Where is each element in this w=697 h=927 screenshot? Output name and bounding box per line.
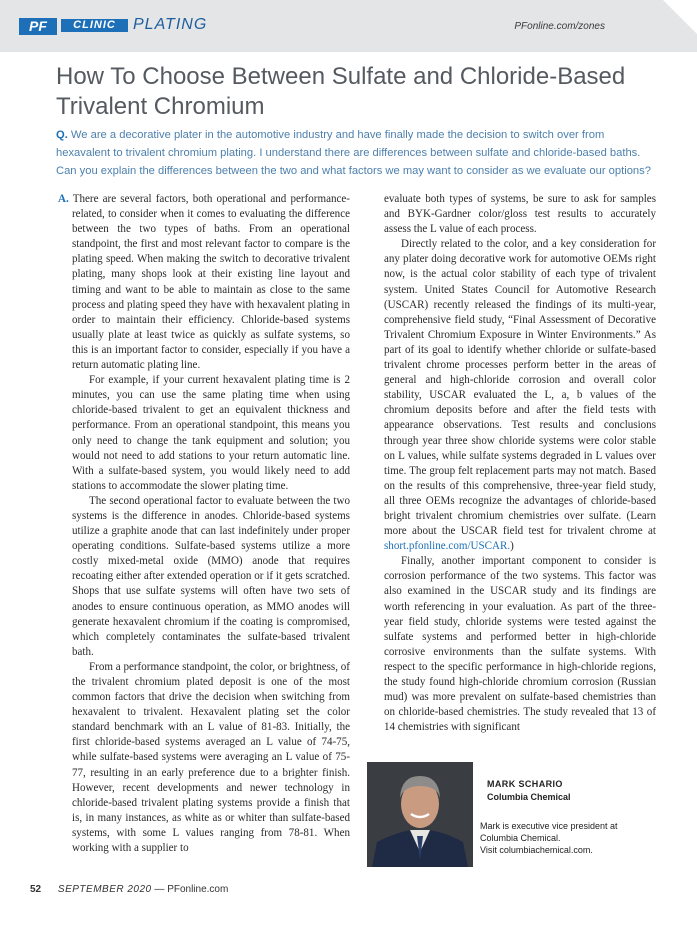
question-text: We are a decorative plater in the automotive industry and have finally made the decision to switch over from hexavalent to trivalent chromium plating. I understand there are differences between sulfate and chloride-based baths. Can you explain the differences between the two and what factors we may want to consider as we evaluate our options? <box>56 129 651 177</box>
section-name: PLATING <box>133 16 208 33</box>
article-title: How To Choose Between Sulfate and Chloride-Based Trivalent Chromium <box>56 63 626 120</box>
author-bio <box>480 820 650 856</box>
author-bio-line-1: Mark is executive vice president at Columbia Chemical. <box>480 821 618 843</box>
author-portrait-icon <box>367 762 473 867</box>
footer-separator: — <box>154 884 165 895</box>
header-url[interactable]: PFonline.com/zones <box>514 21 605 32</box>
author-photo <box>367 762 473 867</box>
clinic-badge: CLINIC <box>61 19 128 32</box>
footer-site[interactable]: PFonline.com <box>167 884 229 895</box>
answer-paragraph-1-text: There are several factors, both operational and performance-related, to consider when it comes to evaluating the difference between the two types of baths. From an operational standpoint, the first and most relevant factor to compare is the plating speed. When making the switch to decorative trivalent plating, many shops look at their existing line layout and timing and want to be able to maintain as close to the same process and plating speed they have with hexavalent plating in order to maintain their efficiency. Chloride-based systems usually plate at least twice as quickly as sulfate systems, so this is an important factor to consider, especially if you have a return automatic plating line. <box>72 193 350 372</box>
author-company: Columbia Chemical <box>487 792 571 802</box>
left-column <box>58 192 350 856</box>
question-label: Q. <box>56 129 68 141</box>
right-column <box>384 192 656 735</box>
question <box>56 126 656 180</box>
answer-paragraph-1 <box>58 192 350 373</box>
page-fold-corner <box>663 0 697 34</box>
answer-paragraph-5: evaluate both types of systems, be sure to ask for samples and BYK-Gardner color/gloss test results to accurately assess the L value of each process. <box>384 193 656 236</box>
answer-paragraph-4: From a performance standpoint, the color, or brightness, of the trivalent chromium plated deposit is one of the most common factors that drive the decision when switching from hexavalent to trivalent. Hexavalent plating set the color standard benchmark with an L value of 81-83. Initially, the first chloride-based systems averaged an L value of 74-75, while sulfate-based systems were averaging an L value of 75-77, resulting in an early preference due to a brighter finish. However, recent developments and newer technology in chloride-based trivalent plating systems provide a finish that is, in many instances, as white as or whiter than sulfate-based systems, with some L values ranging from 78-81. When working with a supplier to <box>72 660 350 855</box>
pf-logo: PF <box>19 18 57 35</box>
page-footer <box>30 884 228 895</box>
author-bio-line-2: Visit columbiachemical.com. <box>480 845 593 855</box>
uscar-link[interactable]: short.pfonline.com/USCAR. <box>384 540 511 553</box>
answer-paragraph-3: The second operational factor to evaluate between the two systems is the difference in anodes. Chloride-based systems utilize a graphite anode that can last indefinitely under proper operating conditions. Sulfate-based systems utilize a more costly mixed-metal oxide (MMO) anode that requires recoating either after extended operation or if it gets scratched. Shops that use sulfate systems will often have two sets of anodes to ensure continuous operation, as MMO anodes will generate hexavalent chromium if the coating is compromised, which completely contaminates the sulfate-based trivalent bath. <box>72 494 350 658</box>
link-suffix: ) <box>510 540 514 553</box>
answer-paragraph-7: Finally, another important component to consider is corrosion performance of the two systems. This factor was also examined in the USCAR study and its findings are worth referencing in your evaluation. As part of the three-year field study, chloride systems were tested against the sulfate systems and performed better in high-chloride corrosive environments than the sulfate systems. With respect to the specific performance in high-chloride regions, the study found high-chloride chromium corrosion (Russian mud) was more prevalent on sulfate-based chemistries than on chloride-based chemistries. The study revealed that 13 of 14 chemistries with significant <box>384 555 656 734</box>
answer-label: A. <box>58 193 69 205</box>
author-name: MARK SCHARIO <box>487 779 563 789</box>
answer-paragraph-6-text: Directly related to the color, and a key consideration for any plater doing decorative work for automotive OEMs right now, is the actual color stability of each type of trivalent system. United States Council for Automotive Research (USCAR) recently released the findings of its multi-year, comprehensive field study, “Final Assessment of Decorative Trivalent Chromium Exposure in Winter Environments.” As part of its goal to identify whether chloride or sulfate-based trivalent chrome processes perform better in the areas of general and high-chloride corrosion and overall color stability, USCAR evaluated the L, a, b values of the chromium deposits before and after the field tests with appearance observations. Test results and conclusions through year three show chloride systems were color stable on L values, while sulfate systems degraded in L values over time. The group felt replacement parts may not match. Based on the results of this comprehensive, three-year field study, all three OEMs recognize the advantages of chloride-based bright trivalent chromium chemistries over sulfate. (Learn more about the USCAR field test for trivalent chrome at <box>384 238 656 538</box>
issue-date: SEPTEMBER 2020 <box>57 884 152 895</box>
answer-paragraph-2: For example, if your current hexavalent plating time is 2 minutes, you can use the same plating time when using chloride-based trivalent to get an equivalent thickness and performance. From an operational standpoint, this means you only need to change the tank equipment and solution; you would not need to add stations to your return automatic line. With a sulfate-based system, you would likely need to add stations to accommodate the slower plating time. <box>72 374 350 492</box>
answer-paragraph-6 <box>384 237 656 554</box>
page-number: 52 <box>30 884 42 895</box>
